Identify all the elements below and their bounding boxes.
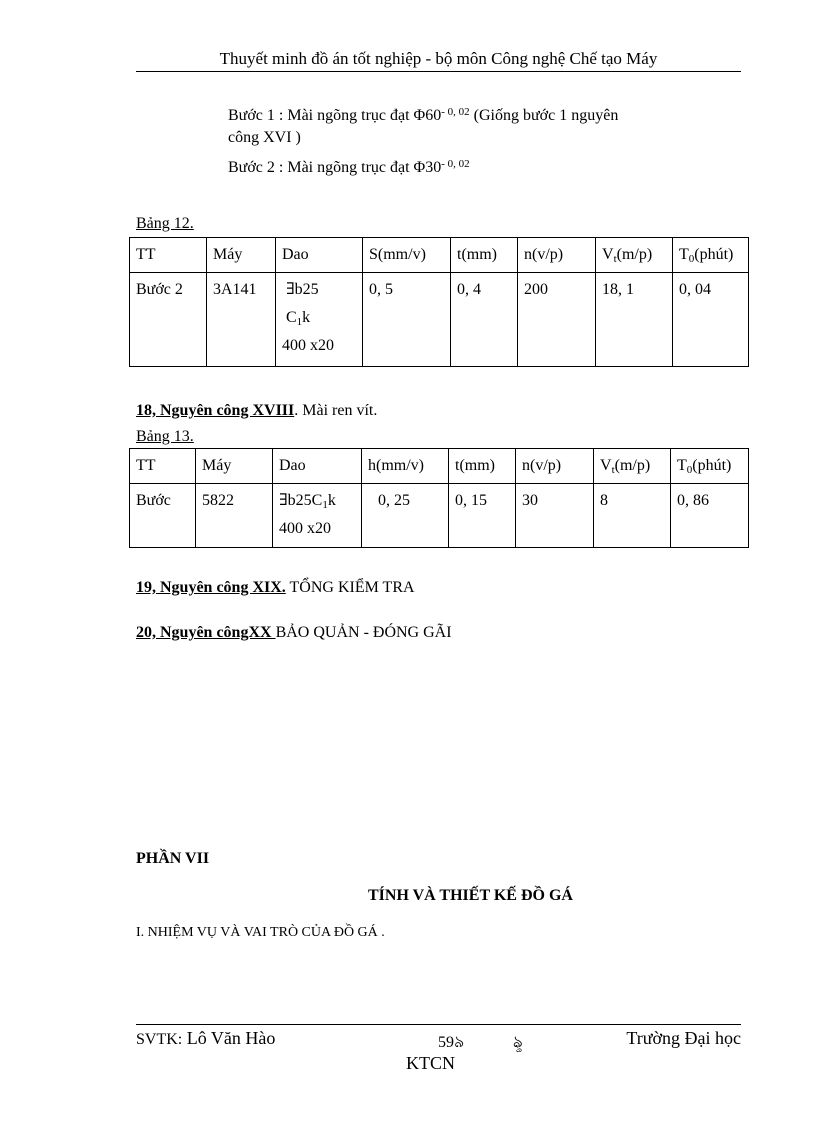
section-i-heading: I. NHIỆM VỤ VÀ VAI TRÒ CỦA ĐỒ GÁ . — [136, 925, 385, 940]
cell-tt: Bước — [130, 484, 196, 548]
ornament-left-icon: ৯ — [454, 1034, 465, 1051]
col-may: Máy — [207, 238, 276, 273]
section19-title: 19, Nguyên công XIX. — [136, 579, 286, 596]
cell-n: 30 — [516, 484, 594, 548]
table-13 — [129, 448, 749, 548]
col-may: Máy — [196, 449, 273, 484]
col-n: n(v/p) — [516, 449, 594, 484]
step1-line2: công XVI ) — [228, 129, 301, 146]
cell-v: 8 — [594, 484, 671, 548]
svtk-label: SVTK: — [136, 1031, 183, 1048]
part-heading: PHẦN VII — [136, 850, 210, 867]
col-t: t(mm) — [449, 449, 516, 484]
cell-dao: $\exists b25C_1k$ 400 x20 — [273, 484, 362, 548]
col-v: $V_t(m/p)$ — [596, 238, 673, 273]
cell-n: 200 — [518, 273, 596, 367]
col-t0: $T_0(phút)$ — [673, 238, 749, 273]
author-name: Lô Văn Hào — [182, 1028, 276, 1048]
table12-header-row — [130, 238, 749, 273]
footer-rule — [136, 1024, 741, 1025]
table13-row — [130, 484, 749, 548]
section20-title: 20, Nguyên côngXX — [136, 624, 276, 641]
section18-title: 18, Nguyên công XVIII — [136, 402, 295, 419]
header-rule — [136, 71, 741, 72]
table12-row — [130, 273, 749, 367]
col-tt: TT — [130, 449, 196, 484]
step2-tolerance: - 0, 02 — [441, 158, 470, 170]
cell-t0: 0, 04 — [673, 273, 749, 367]
page-number: 59৯ — [438, 1034, 465, 1051]
step-1 — [228, 105, 728, 149]
section18-rest: . Mài ren vít. — [294, 402, 378, 419]
section20-rest: BẢO QUẢN - ĐÓNG GÃI — [275, 624, 452, 641]
cell-tt: Bước 2 — [130, 273, 207, 367]
cell-may: 5822 — [196, 484, 273, 548]
part-title: TÍNH VÀ THIẾT KẾ ĐỒ GÁ — [368, 887, 573, 904]
step2-text: Bước 2 : Mài ngõng trục đạt Φ30 — [228, 159, 442, 176]
section19-rest: TỔNG KIỂM TRA — [285, 579, 415, 596]
cell-t: 0, 4 — [451, 273, 518, 367]
step-2 — [228, 157, 470, 179]
section-20 — [136, 622, 452, 644]
cell-h: 0, 25 — [362, 484, 449, 548]
footer-school: Trường Đại học — [626, 1028, 741, 1048]
table-12 — [129, 237, 749, 367]
col-t: t(mm) — [451, 238, 518, 273]
col-h: h(mm/v) — [362, 449, 449, 484]
cell-t0: 0, 86 — [671, 484, 749, 548]
col-dao: Dao — [273, 449, 362, 484]
page-header: Thuyết minh đồ án tốt nghiệp - bộ môn Công nghệ Chế tạo Máy — [219, 49, 658, 68]
col-tt: TT — [130, 238, 207, 273]
col-t0: $T_0(phút)$ — [671, 449, 749, 484]
table12-caption: Bảng 12. — [136, 215, 194, 232]
step1-text: Bước 1 : Mài ngõng trục đạt Φ60 — [228, 107, 442, 124]
footer-school-2: KTCN — [406, 1053, 455, 1073]
cell-s: 0, 5 — [363, 273, 451, 367]
table13-caption: Bảng 13. — [136, 428, 194, 445]
cell-v: 18, 1 — [596, 273, 673, 367]
step1-rest: (Giống bước 1 nguyên — [469, 107, 619, 124]
section-19 — [136, 577, 415, 599]
step1-tolerance: - 0, 02 — [441, 106, 470, 118]
table13-header-row — [130, 449, 749, 484]
col-n: n(v/p) — [518, 238, 596, 273]
cell-dao: ∃b25 $C_1k$ 400 x20 — [276, 273, 363, 367]
section-18 — [136, 400, 377, 422]
col-dao: Dao — [276, 238, 363, 273]
col-v: $V_t(m/p)$ — [594, 449, 671, 484]
col-s: S(mm/v) — [363, 238, 451, 273]
cell-may: 3A141 — [207, 273, 276, 367]
footer-author — [136, 1028, 275, 1049]
ornament-right-icon: ৡ — [513, 1034, 523, 1051]
cell-t: 0, 15 — [449, 484, 516, 548]
